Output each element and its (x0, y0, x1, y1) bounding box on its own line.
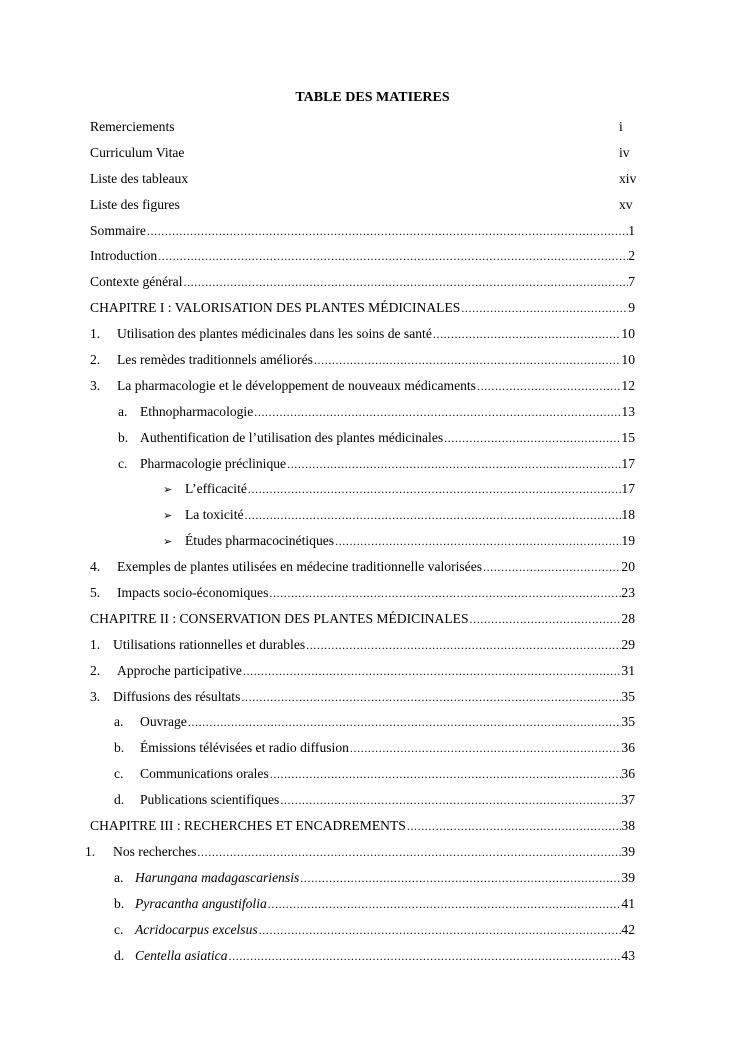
arrow-bullet-icon: ➢ (163, 484, 173, 497)
toc-entry-label: Diffusions des résultats (113, 688, 241, 704)
toc-entry-label: CHAPITRE I : VALORISATION DES PLANTES MÉDICINALES (90, 300, 461, 316)
toc-entry-number: 2. (90, 352, 101, 368)
toc-entry-page-number: 15 (621, 429, 635, 445)
toc-entry[interactable] (0, 738, 745, 764)
toc-entry[interactable] (0, 195, 745, 221)
toc-entry-label: CHAPITRE III : RECHERCHES ET ENCADREMENTS (90, 818, 406, 834)
toc-entry-label: Curriculum Vitae (90, 144, 185, 160)
toc-entry-label: Approche participative (117, 662, 242, 678)
toc-entry-page-number: 10 (621, 352, 635, 368)
toc-entry[interactable] (0, 712, 745, 738)
toc-entry-label: Utilisation des plantes médicinales dans les soins de santé (117, 326, 432, 342)
toc-entry[interactable] (0, 117, 745, 143)
toc-entry-label: Sommaire (90, 222, 146, 238)
arrow-bullet-icon: ➢ (163, 510, 173, 523)
toc-entry-page-number: 17 (621, 455, 635, 471)
toc-entry-label: Acridocarpus excelsus (135, 921, 258, 937)
toc-entry[interactable] (0, 764, 745, 790)
toc-entry-page-number: 2 (628, 248, 635, 264)
dot-leader (183, 274, 628, 290)
dot-leader (433, 326, 622, 342)
toc-entry[interactable] (0, 454, 745, 480)
toc-entry-label: Communications orales (140, 766, 269, 782)
dot-leader (268, 896, 622, 912)
toc-entry[interactable] (0, 272, 745, 298)
toc-entry-number: 1. (90, 636, 101, 652)
dot-leader (314, 352, 621, 368)
toc-entry-label: Ouvrage (140, 714, 187, 730)
toc-entry-label: CHAPITRE II : CONSERVATION DES PLANTES MÉDICINALES (90, 610, 469, 626)
toc-entry-label: Liste des figures (90, 196, 180, 212)
toc-entry-page-number: 20 (621, 559, 635, 575)
toc-entry-label: Les remèdes traditionnels améliorés (117, 352, 313, 368)
toc-entry[interactable] (0, 868, 745, 894)
toc-entry-page-number: 36 (621, 766, 635, 782)
toc-entry-number: c. (118, 455, 128, 471)
toc-entry-page-number: xiv (619, 170, 637, 186)
toc-entry-page-number: 12 (621, 377, 635, 393)
dot-leader (248, 481, 622, 497)
toc-entry-page-number: 37 (621, 792, 635, 808)
toc-entry[interactable] (0, 946, 745, 972)
dot-leader (461, 300, 628, 316)
dot-leader (287, 456, 621, 472)
toc-entry-number: 2. (90, 662, 101, 678)
toc-entry-label: Nos recherches (113, 843, 197, 859)
toc-entry-number: 4. (90, 559, 101, 575)
toc-entry-number: 3. (90, 377, 101, 393)
toc-entry-page-number: 9 (628, 300, 635, 316)
toc-entry-page-number: 17 (621, 481, 635, 497)
toc-entry-page-number: 19 (621, 533, 635, 549)
dot-leader (243, 663, 621, 679)
toc-entry-label: La pharmacologie et le développement de nouveaux médicaments (117, 377, 476, 393)
toc-entry-label: Liste des tableaux (90, 170, 189, 186)
page-title: TABLE DES MATIERES (295, 90, 450, 105)
dot-leader (259, 922, 622, 938)
toc-entry-number: b. (114, 740, 125, 756)
toc-entry-label: Pharmacologie préclinique (140, 455, 287, 471)
toc-entry[interactable] (0, 635, 745, 661)
dot-leader (254, 404, 621, 420)
toc-entry-page-number: 29 (621, 636, 635, 652)
toc-entry[interactable] (0, 790, 745, 816)
toc-entry-number: a. (118, 403, 128, 419)
toc-entry-number: d. (114, 792, 125, 808)
toc-entry[interactable] (0, 298, 745, 324)
dot-leader (197, 844, 621, 860)
toc-entry[interactable] (0, 583, 745, 609)
toc-entry-number: 5. (90, 585, 101, 601)
toc-entry-number: c. (114, 921, 124, 937)
toc-entry[interactable] (0, 350, 745, 376)
dot-leader (300, 870, 621, 886)
dot-leader (229, 948, 622, 964)
toc-entry-page-number: 39 (621, 843, 635, 859)
toc-entry[interactable] (0, 687, 745, 713)
dot-leader (444, 430, 621, 446)
toc-entry-number: b. (114, 895, 125, 911)
toc-entry-page-number: 35 (621, 714, 635, 730)
toc-entry-number: a. (114, 714, 124, 730)
dot-leader (245, 507, 622, 523)
toc-entry-number: d. (114, 947, 125, 963)
toc-entry[interactable] (0, 324, 745, 350)
toc-entry-label: Remerciements (90, 119, 175, 134)
toc-entry-number: b. (118, 429, 129, 445)
toc-entry-page-number: 23 (621, 585, 635, 601)
dot-leader (241, 689, 621, 705)
dot-leader (270, 766, 622, 782)
dot-leader (477, 378, 621, 394)
toc-entry[interactable] (0, 609, 745, 635)
toc-entry-page-number: 35 (621, 688, 635, 704)
toc-entry[interactable] (0, 221, 745, 247)
dot-leader (483, 559, 621, 575)
toc-entry-page-number: 38 (621, 818, 635, 834)
toc-entry-page-number: 1 (628, 222, 635, 238)
dot-leader (188, 714, 622, 730)
toc-entry-page-number: 13 (621, 403, 635, 419)
toc-entry[interactable] (0, 894, 745, 920)
toc-entry[interactable] (0, 920, 745, 946)
toc-entry-label: Publications scientifiques (140, 792, 280, 808)
toc-entry-label: Émissions télévisées et radio diffusion (140, 740, 349, 756)
toc-entry[interactable] (0, 246, 745, 272)
toc-entry-page-number: xv (619, 196, 633, 212)
toc-entry[interactable] (0, 531, 745, 557)
toc-entry-label: Introduction (90, 248, 158, 264)
toc-entry-page-number: 7 (628, 274, 635, 290)
toc-entry[interactable] (0, 143, 745, 169)
dot-leader (158, 248, 628, 264)
toc-entry-page-number: 10 (621, 326, 635, 342)
toc-entry-page-number: 31 (621, 662, 635, 678)
toc-entry-number: 1. (85, 843, 96, 859)
toc-entry-page-number: 36 (621, 740, 635, 756)
toc-entry-page-number: 43 (621, 947, 635, 963)
dot-leader (407, 818, 622, 834)
toc-entry-number: c. (114, 766, 124, 782)
dot-leader (350, 740, 621, 756)
toc-entry-page-number: 28 (621, 610, 635, 626)
toc-entry[interactable] (0, 169, 745, 195)
toc-entry[interactable] (0, 402, 745, 428)
toc-entry-page-number: 42 (621, 921, 635, 937)
dot-leader (269, 585, 621, 601)
toc-entry-page-number: 41 (621, 895, 635, 911)
toc-entry[interactable] (0, 842, 745, 868)
toc-entry-label: Authentification de l’utilisation des plantes médicinales (140, 429, 444, 445)
toc-entry[interactable] (0, 557, 745, 583)
dot-leader (335, 533, 621, 549)
toc-entry-label: Utilisations rationnelles et durables (113, 636, 306, 652)
toc-entry-number: a. (114, 869, 124, 885)
toc-entry-label: Centella asiatica (135, 947, 228, 963)
toc-entry-label: Impacts socio-économiques (117, 585, 269, 601)
toc-entry-number: 3. (90, 688, 101, 704)
dot-leader (280, 792, 621, 808)
dot-leader (470, 611, 622, 627)
toc-entry-page-number: iv (619, 144, 630, 160)
toc-entry[interactable] (0, 376, 745, 402)
toc-entry-label: Harungana madagascariensis (135, 869, 300, 885)
toc-entry[interactable] (0, 661, 745, 687)
toc-entry[interactable] (0, 505, 745, 531)
toc-entry-label: L’efficacité (185, 481, 247, 497)
toc-entry[interactable] (0, 479, 745, 505)
toc-entry-label: Ethnopharmacologie (140, 403, 254, 419)
dot-leader (306, 637, 621, 653)
toc-entry-page-number: 39 (621, 869, 635, 885)
toc-entry-label: Exemples de plantes utilisées en médecine traditionnelle valorisées (117, 559, 483, 575)
arrow-bullet-icon: ➢ (163, 536, 173, 549)
toc-entry-label: Études pharmacocinétiques (185, 533, 335, 549)
toc-entry-label: Pyracantha angustifolia (135, 895, 267, 911)
toc-entry-page-number: 18 (621, 507, 635, 523)
toc-entry-number: 1. (90, 326, 101, 342)
toc-entry-label: Contexte général (90, 274, 183, 290)
toc-entry-page-number: i (619, 119, 623, 134)
toc-entry[interactable] (0, 816, 745, 842)
toc-entry-label: La toxicité (185, 507, 244, 523)
dot-leader (147, 223, 628, 239)
toc-entry[interactable] (0, 428, 745, 454)
table-of-contents (0, 117, 745, 971)
